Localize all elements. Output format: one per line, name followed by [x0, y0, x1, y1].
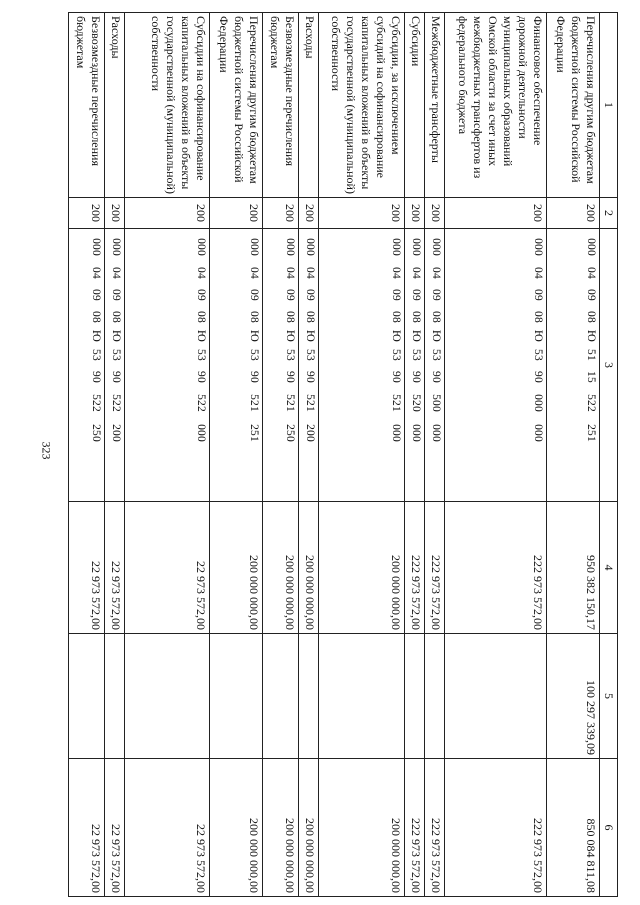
budget-code-part: 000	[195, 424, 208, 442]
budget-code-part: 500	[429, 394, 442, 412]
column-header: 1	[600, 13, 618, 198]
budget-code-part: 09	[409, 289, 422, 301]
column-header: 5	[600, 634, 618, 759]
budget-code-part: Ю	[585, 329, 597, 343]
row-amount-5-cell	[210, 634, 263, 759]
budget-code-part: Ю	[195, 329, 208, 343]
budget-code-part: 04	[429, 267, 442, 279]
table-row	[262, 13, 298, 897]
budget-code-part: 53	[532, 349, 545, 361]
budget-code-part: 000	[585, 238, 597, 256]
budget-code-part: 04	[409, 267, 422, 279]
row-budget-code-cell	[444, 229, 546, 502]
row-amount-5-cell	[299, 634, 319, 759]
budget-code-part: 08	[304, 311, 317, 323]
row-name-cell: Расходы	[105, 13, 125, 198]
budget-code-part: 000	[304, 238, 317, 256]
row-name-cell: Финансовое обеспечение дорожной деятельности муниципальных образований Омской области за счет иных межбюджетных трансфертов из федерального бюджета	[444, 13, 546, 198]
budget-code-part: Ю	[304, 329, 317, 343]
row-amount-6-cell: 200 000 000,00	[210, 759, 263, 897]
row-amount-5-cell	[69, 634, 105, 759]
row-code-2-cell: 200	[210, 198, 263, 229]
budget-code-part: 521	[284, 394, 297, 412]
budget-code-part: 000	[90, 238, 103, 256]
budget-code-part: 000	[390, 238, 403, 256]
column-header: 2	[600, 198, 618, 229]
table-row	[299, 13, 319, 897]
budget-code-part: 521	[304, 394, 317, 412]
row-budget-code-cell	[319, 229, 405, 502]
row-amount-4-cell: 950 382 150,17	[547, 502, 600, 634]
budget-code-part: Ю	[110, 329, 123, 343]
budget-code-part: 53	[110, 349, 123, 361]
budget-code-part: Ю	[429, 329, 442, 343]
budget-code-part: 09	[532, 289, 545, 301]
row-name-cell: Расходы	[299, 13, 319, 198]
table-row	[69, 13, 105, 897]
row-amount-4-cell: 22 973 572,00	[125, 502, 210, 634]
budget-code-part: 520	[409, 394, 422, 412]
budget-code-part: 04	[284, 267, 297, 279]
page-number: 323	[39, 441, 54, 460]
budget-code-part: 53	[429, 349, 442, 361]
budget-code-part: 90	[304, 371, 317, 383]
budget-code-part: 08	[390, 311, 403, 323]
row-budget-code-cell	[424, 229, 444, 502]
row-amount-6-cell: 200 000 000,00	[319, 759, 405, 897]
row-name-cell: Безвозмездные перечисления бюджетам	[262, 13, 298, 198]
budget-code-part: 90	[284, 371, 297, 383]
budget-code-part: 08	[284, 311, 297, 323]
budget-code-part: 04	[532, 267, 545, 279]
budget-code-part: 521	[390, 394, 403, 412]
budget-code-part: 522	[585, 394, 597, 412]
budget-code-part: 15	[585, 371, 597, 383]
budget-code-part: 251	[247, 424, 260, 442]
budget-code-part: 000	[429, 238, 442, 256]
row-amount-6-cell: 222 973 572,00	[444, 759, 546, 897]
budget-code-part: 08	[90, 311, 103, 323]
budget-code-part: 000	[409, 238, 422, 256]
budget-code-part: 53	[390, 349, 403, 361]
row-code-2-cell: 200	[547, 198, 600, 229]
budget-code-part: 04	[304, 267, 317, 279]
budget-code-part: 04	[585, 267, 597, 279]
row-code-2-cell: 200	[69, 198, 105, 229]
budget-code-part: 09	[247, 289, 260, 301]
budget-code-part: 08	[247, 311, 260, 323]
row-amount-5-cell	[125, 634, 210, 759]
budget-code-part: 51	[585, 349, 597, 361]
budget-code-part: 000	[390, 424, 403, 442]
row-code-2-cell: 200	[105, 198, 125, 229]
row-amount-5-cell	[444, 634, 546, 759]
budget-code-part: Ю	[409, 329, 422, 343]
budget-code-part: 522	[90, 394, 103, 412]
row-amount-5-cell	[424, 634, 444, 759]
budget-code-part: 53	[304, 349, 317, 361]
row-amount-6-cell: 22 973 572,00	[125, 759, 210, 897]
table-row	[405, 13, 425, 897]
row-amount-6-cell: 22 973 572,00	[105, 759, 125, 897]
rotated-content	[68, 12, 618, 896]
budget-code-part: Ю	[390, 329, 403, 343]
budget-code-part: Ю	[284, 329, 297, 343]
budget-code-part: 08	[195, 311, 208, 323]
budget-code-part: Ю	[90, 329, 103, 343]
row-amount-5-cell	[105, 634, 125, 759]
budget-code-part: Ю	[247, 329, 260, 343]
row-code-2-cell: 200	[319, 198, 405, 229]
row-amount-6-cell: 222 973 572,00	[405, 759, 425, 897]
budget-code-part: 09	[429, 289, 442, 301]
table-row	[444, 13, 546, 897]
budget-code-part: 522	[195, 394, 208, 412]
row-name-cell: Безвозмездные перечисления бюджетам	[69, 13, 105, 198]
budget-code-part: 09	[195, 289, 208, 301]
row-name-cell: Межбюджетные трансферты	[424, 13, 444, 198]
budget-table	[68, 12, 618, 897]
row-amount-6-cell: 200 000 000,00	[262, 759, 298, 897]
row-budget-code-cell	[405, 229, 425, 502]
row-amount-6-cell: 850 084 811,08	[547, 759, 600, 897]
table-row	[105, 13, 125, 897]
budget-code-part: 04	[390, 267, 403, 279]
row-budget-code-cell	[210, 229, 263, 502]
row-amount-5-cell	[319, 634, 405, 759]
row-code-2-cell: 200	[424, 198, 444, 229]
row-code-2-cell: 200	[125, 198, 210, 229]
budget-code-part: 08	[532, 311, 545, 323]
budget-code-part: 000	[532, 394, 545, 412]
budget-code-part: 09	[90, 289, 103, 301]
budget-code-part: 250	[90, 424, 103, 442]
row-amount-6-cell: 22 973 572,00	[69, 759, 105, 897]
row-budget-code-cell	[125, 229, 210, 502]
table-row	[547, 13, 600, 897]
row-amount-5-cell: 100 297 339,09	[547, 634, 600, 759]
budget-code-part: 90	[195, 371, 208, 383]
row-name-cell: Перечисления другим бюджетам бюджетной системы Российской Федерации	[547, 13, 600, 198]
budget-code-part: 90	[110, 371, 123, 383]
budget-code-part: 53	[195, 349, 208, 361]
budget-code-part: 04	[90, 267, 103, 279]
budget-code-part: 251	[585, 424, 597, 442]
rotated-page	[68, 12, 618, 896]
budget-code-part: Ю	[532, 329, 545, 343]
table-row	[424, 13, 444, 897]
column-header: 4	[600, 502, 618, 634]
row-code-2-cell: 200	[405, 198, 425, 229]
budget-code-part: 08	[409, 311, 422, 323]
budget-code-part: 521	[247, 394, 260, 412]
row-amount-5-cell	[405, 634, 425, 759]
budget-code-part: 522	[110, 394, 123, 412]
budget-code-part: 000	[532, 238, 545, 256]
table-row	[319, 13, 405, 897]
budget-code-part: 200	[110, 424, 123, 442]
row-code-2-cell: 200	[299, 198, 319, 229]
budget-code-part: 90	[532, 371, 545, 383]
row-amount-4-cell: 222 973 572,00	[444, 502, 546, 634]
table-row	[210, 13, 263, 897]
column-header: 3	[600, 229, 618, 502]
row-name-cell: Субсидии на софинансирование капитальных вложений в объекты государственной (муниципальной) собственности	[125, 13, 210, 198]
budget-code-part: 09	[585, 289, 597, 301]
row-name-cell: Субсидии, за исключением субсидий на софинансирование капитальных вложений в объекты государственной (муниципальной) собственности	[319, 13, 405, 198]
row-budget-code-cell	[105, 229, 125, 502]
row-amount-4-cell: 200 000 000,00	[262, 502, 298, 634]
row-amount-4-cell: 222 973 572,00	[405, 502, 425, 634]
budget-code-part: 08	[585, 311, 597, 323]
row-amount-4-cell: 22 973 572,00	[105, 502, 125, 634]
row-name-cell: Перечисления другим бюджетам бюджетной системы Российской Федерации	[210, 13, 263, 198]
budget-code-part: 90	[247, 371, 260, 383]
budget-code-part: 04	[195, 267, 208, 279]
row-amount-4-cell: 200 000 000,00	[299, 502, 319, 634]
budget-code-part: 000	[110, 238, 123, 256]
budget-code-part: 000	[247, 238, 260, 256]
budget-code-part: 000	[429, 424, 442, 442]
table-row	[125, 13, 210, 897]
row-budget-code-cell	[69, 229, 105, 502]
budget-code-part: 09	[284, 289, 297, 301]
row-name-cell: Субсидии	[405, 13, 425, 198]
budget-code-part: 000	[409, 424, 422, 442]
row-code-2-cell: 200	[262, 198, 298, 229]
budget-code-part: 09	[390, 289, 403, 301]
row-budget-code-cell	[262, 229, 298, 502]
budget-code-part: 08	[110, 311, 123, 323]
budget-code-part: 250	[284, 424, 297, 442]
budget-code-part: 200	[304, 424, 317, 442]
row-budget-code-cell	[547, 229, 600, 502]
row-amount-6-cell: 200 000 000,00	[299, 759, 319, 897]
row-budget-code-cell	[299, 229, 319, 502]
budget-code-part: 09	[304, 289, 317, 301]
budget-code-part: 90	[390, 371, 403, 383]
budget-code-part: 53	[247, 349, 260, 361]
row-amount-4-cell: 22 973 572,00	[69, 502, 105, 634]
row-amount-4-cell: 200 000 000,00	[210, 502, 263, 634]
budget-code-part: 90	[429, 371, 442, 383]
budget-code-part: 90	[90, 371, 103, 383]
table-header-row	[600, 13, 618, 897]
budget-code-part: 08	[429, 311, 442, 323]
budget-code-part: 000	[195, 238, 208, 256]
row-code-2-cell: 200	[444, 198, 546, 229]
row-amount-6-cell: 222 973 572,00	[424, 759, 444, 897]
row-amount-5-cell	[262, 634, 298, 759]
budget-code-part: 04	[247, 267, 260, 279]
budget-code-part: 53	[90, 349, 103, 361]
row-amount-4-cell: 200 000 000,00	[319, 502, 405, 634]
budget-code-part: 53	[409, 349, 422, 361]
budget-code-part: 90	[409, 371, 422, 383]
row-amount-4-cell: 222 973 572,00	[424, 502, 444, 634]
budget-code-part: 04	[110, 267, 123, 279]
budget-code-part: 000	[532, 424, 545, 442]
budget-code-part: 09	[110, 289, 123, 301]
budget-code-part: 53	[284, 349, 297, 361]
budget-code-part: 000	[284, 238, 297, 256]
column-header: 6	[600, 759, 618, 897]
